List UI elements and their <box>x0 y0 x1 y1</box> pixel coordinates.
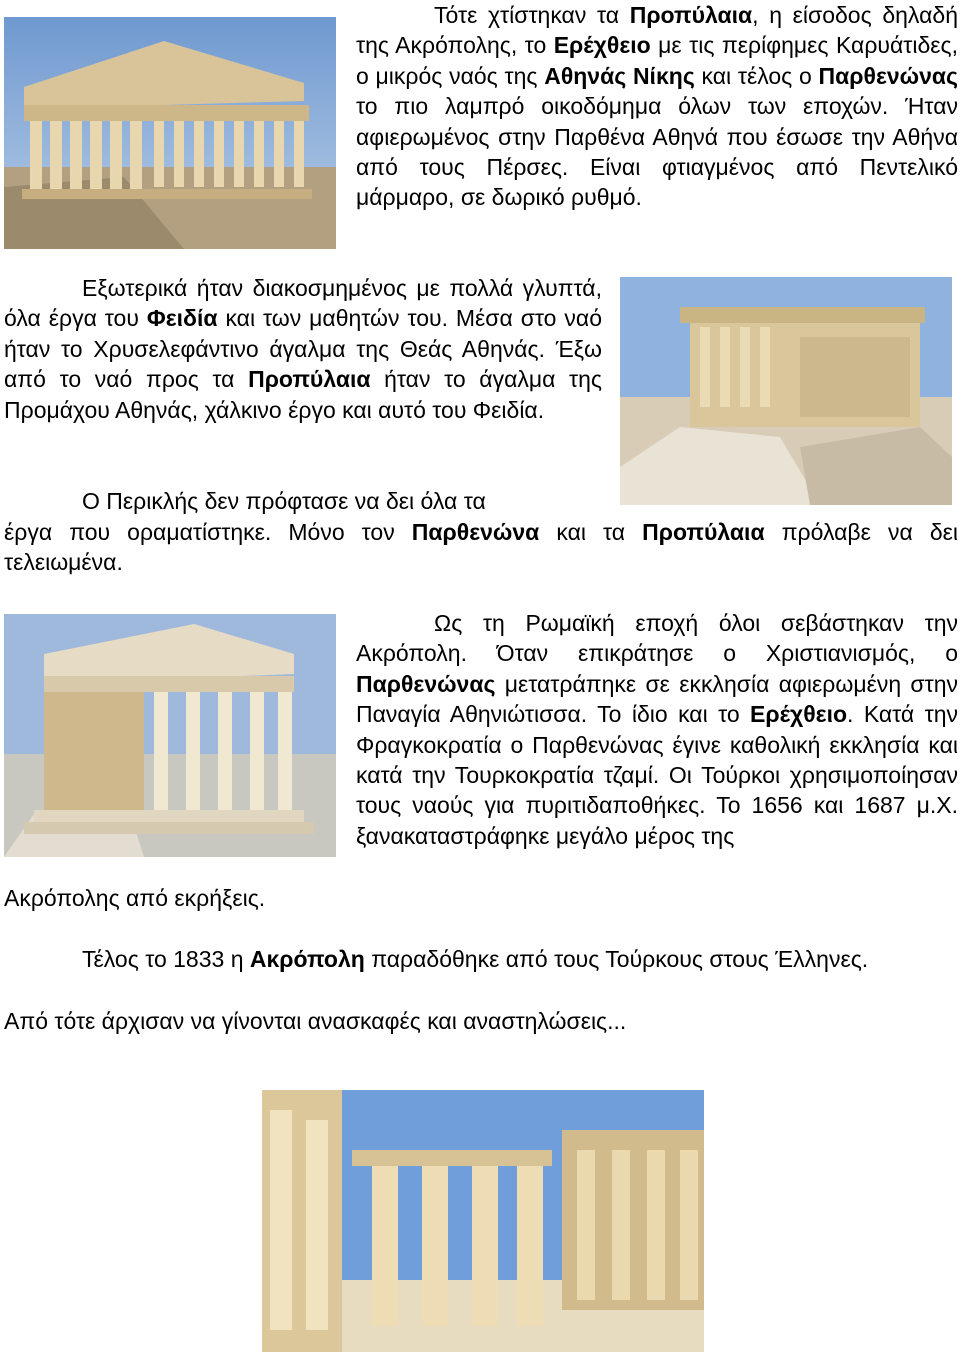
paragraph-3-first-line: Ο Περικλής δεν πρόφτασε να δει όλα τα <box>82 488 486 514</box>
paragraph-6: Από τότε άρχισαν να γίνονται ανασκαφές και αναστηλώσεις... <box>4 1008 627 1034</box>
paragraph-5: Τέλος το 1833 η Ακρόπολη παραδόθηκε από τους Τούρκους στους Έλληνες. <box>82 946 869 972</box>
paragraph-4: Ως τη Ρωμαϊκή εποχή όλοι σεβάστηκαν την Ακρόπολη. Όταν επικράτησε ο Χριστιανισμός, ο Παρθενώνας μετατράπηκε σε εκκλησία αφιερωμένη στην Παναγία Αθηνιώτισσα. Το ίδιο και το Ερέχθειο. Κατά την Φραγκοκρατία ο Παρθενώνας έγινε καθολική εκκλησία και κατά την Τουρκοκρατία τζαμί. Οι Τούρκοι χρησιμοποίησαν τους ναούς για πυριτιδαποθήκες. Το 1656 και 1687 μ.Χ. ξανακαταστράφηκε μεγάλο μέρος της <box>356 610 958 849</box>
paragraph-4-last-line: Ακρόπολης από εκρήξεις. <box>4 885 266 911</box>
bold-term: Παρθενώνα <box>411 519 540 545</box>
bold-term: Παρθενώνας <box>818 62 958 89</box>
athena-nike-temple-photo <box>4 614 336 857</box>
paragraph-3: έργα που οραματίστηκε. Μόνο τον Παρθενώνα και τα Προπύλαια πρόλαβε να δει τελειωμένα. <box>4 519 958 576</box>
bold-term: Αθηνάς Νίκης <box>544 62 695 89</box>
bold-term: Παρθενώνας <box>356 670 496 697</box>
paragraph-2: Εξωτερικά ήταν διακοσμημένος με πολλά γλυπτά, όλα έργα του Φειδία και των μαθητών του. Μέσα στο ναό ήταν το Χρυσελεφάντινο άγαλμα της Θεάς Αθηνάς. Έξω από το ναό προς τα Προπύλαια ήταν το άγαλμα της Προμάχου Αθηνάς, χάλκινο έργο και αυτό του Φειδία. <box>4 275 602 423</box>
bold-term: Ερέχθειο <box>553 32 651 59</box>
bold-term: Προπύλαια <box>248 366 371 393</box>
bold-term: Προπύλαια <box>642 519 765 545</box>
erechtheion-photo <box>620 277 952 505</box>
bold-term: Ακρόπολη <box>249 946 365 972</box>
bold-term: Φειδία <box>146 305 218 332</box>
bold-term: Ερέχθειο <box>750 701 848 728</box>
propylaea-photo <box>262 1090 704 1352</box>
paragraph-1: Τότε χτίστηκαν τα Προπύλαια, η είσοδος δηλαδή της Ακρόπολης, το Ερέχθειο με τις περίφημες Καρυάτιδες, ο μικρός ναός της Αθηνάς Νίκης και τέλος ο Παρθενώνας το πιο λαμπρό οικοδόμημα όλων των εποχών. Ήταν αφιερωμένος στην Παρθένα Αθηνά που έσωσε την Αθήνα από τους Πέρσες. Είναι φτιαγμένος από Πεντελικό μάρμαρο, σε δωρικό ρυθμό. <box>356 2 958 211</box>
bold-term: Προπύλαια <box>629 2 753 28</box>
parthenon-photo <box>4 17 336 249</box>
